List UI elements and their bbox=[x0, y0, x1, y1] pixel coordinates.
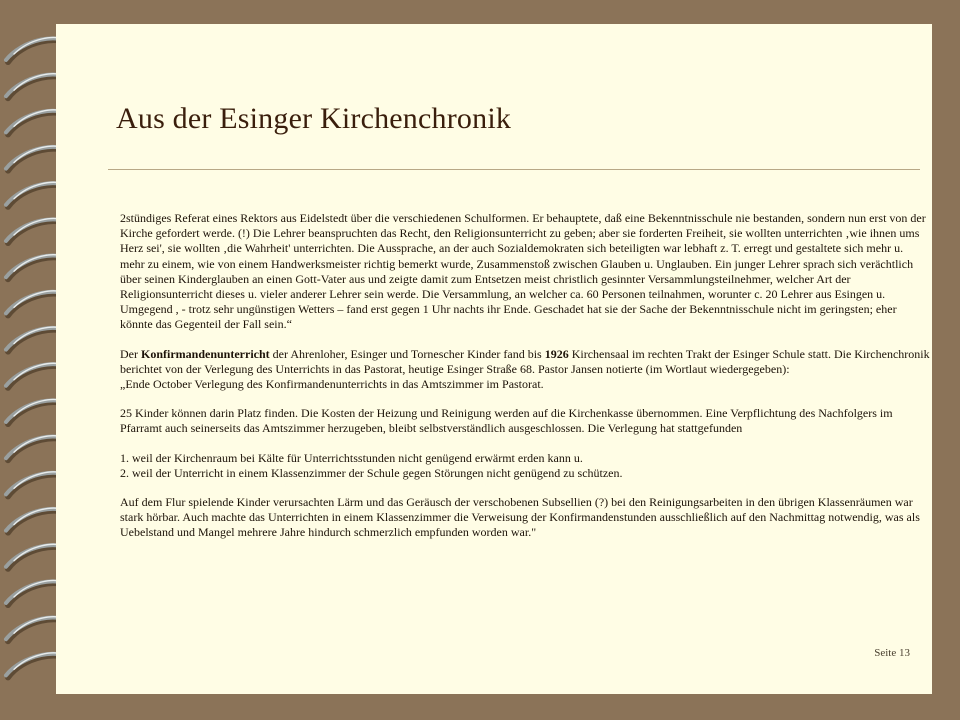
list-item-reason-1: 1. weil der Kirchenraum bei Kälte für Unterrichtsstunden nicht genügend erwärmt erden kann u. bbox=[120, 450, 583, 465]
page-title: Aus der Esinger Kirchenchronik bbox=[116, 102, 512, 135]
paragraph-referat: 2stündiges Referat eines Rektors aus Eidelstedt über die verschiedenen Schulformen. Er behauptete, daß eine Bekenntnisschule nie bestanden, sondern nun erst von der Kirche gefordert werde. (!) Die Lehrer beanspruchten das Recht, den Religionsunterricht zu geben; aber sie forderten Freiheit, sie wollten unterrichten ‚wie ihnen ums Herz sei', sie wollten ‚die Wahrheit' unterrichten. Die Aussprache, an der auch Sozialdemokraten sich beteiligten war lebhaft z. T. erregt und gestaltete sich mehr u. mehr zu einem, wie von einem Handwerksmeister richtig bemerkt wurde, Zusammenstoß zwischen Glauben u. Unglauben. Ein junger Lehrer sprach sich verächtlich über seinen Kinderglauben an einen Gott-Vater aus und zeigte damit zum Entsetzen meist christlich gesinnter Versammlungsteilnehmer, welcher Art der Religionsunterricht dieses u. vieler anderer Lehrer sein werde. Die Versammlung, an welcher ca. 60 Personen teilnahmen, worunter c. 20 Lehrer aus Esingen u. Umgegend , - trotz sehr ungünstigen Wetters – fand erst gegen 1 Uhr nachts ihr Ende. Geschadet hat sie der Sache der Bekenntnisschule nicht im geringsten; eher könnte das Gegenteil der Fall sein.“ bbox=[120, 211, 926, 332]
paragraph-flur: Auf dem Flur spielende Kinder verursachten Lärm und das Geräusch der verschobenen Subsellien (?) bei den Reinigungsarbeiten in den übrigen Klassenräumen war stark hörbar. Auch machte das Unterrichten in einem Klassenzimmer die Verweisung der Konfirmandenstunden ausschließlich auf den Nachmittag notwendig, was als Uebelstand und Mangel mehrere Jahre hindurch schmerzlich empfunden worden war." bbox=[120, 495, 920, 540]
chronicle-text bbox=[120, 211, 930, 541]
page-number: Seite 13 bbox=[874, 647, 910, 659]
paragraph-quote-start: „Ende October Verlegung des Konfirmandenunterrichts in das Amtszimmer im Pastorat. bbox=[120, 377, 544, 392]
text-segment: Der bbox=[120, 346, 141, 361]
bold-term-konfirmandenunterricht: Konfirmandenunterricht bbox=[141, 346, 270, 361]
document-page bbox=[56, 24, 932, 694]
list-item-reason-2: 2. weil der Unterricht in einem Klassenzimmer der Schule gegen Störungen nicht genügend zu schützen. bbox=[120, 465, 623, 480]
text-segment: der Ahrenloher, Esinger und Tornescher Kinder fand bis bbox=[269, 346, 545, 361]
bold-year: 1926 bbox=[544, 346, 569, 361]
title-divider bbox=[108, 169, 920, 170]
paragraph-kinder: 25 Kinder können darin Platz finden. Die Kosten der Heizung und Reinigung werden auf die Kirchenkasse übernommen. Eine Verpflichtung des Nachfolgers im Pfarramt auch seinerseits das Amtszimmer herzugeben, bleibt selbstverständlich ausgeschlossen. Die Verlegung hat stattgefunden bbox=[120, 406, 893, 436]
paragraph-konfirmandenunterricht bbox=[120, 347, 930, 377]
text-segment: Kirchensaal im rechten Trakt der Esinger Schule statt. Die Kirchenchronik berichtet von der Verlegung des Unterrichts in das Pastorat, heutige Esinger Straße 68. Pastor Jansen notierte (im Wortlaut wiedergegeben): bbox=[120, 346, 930, 376]
